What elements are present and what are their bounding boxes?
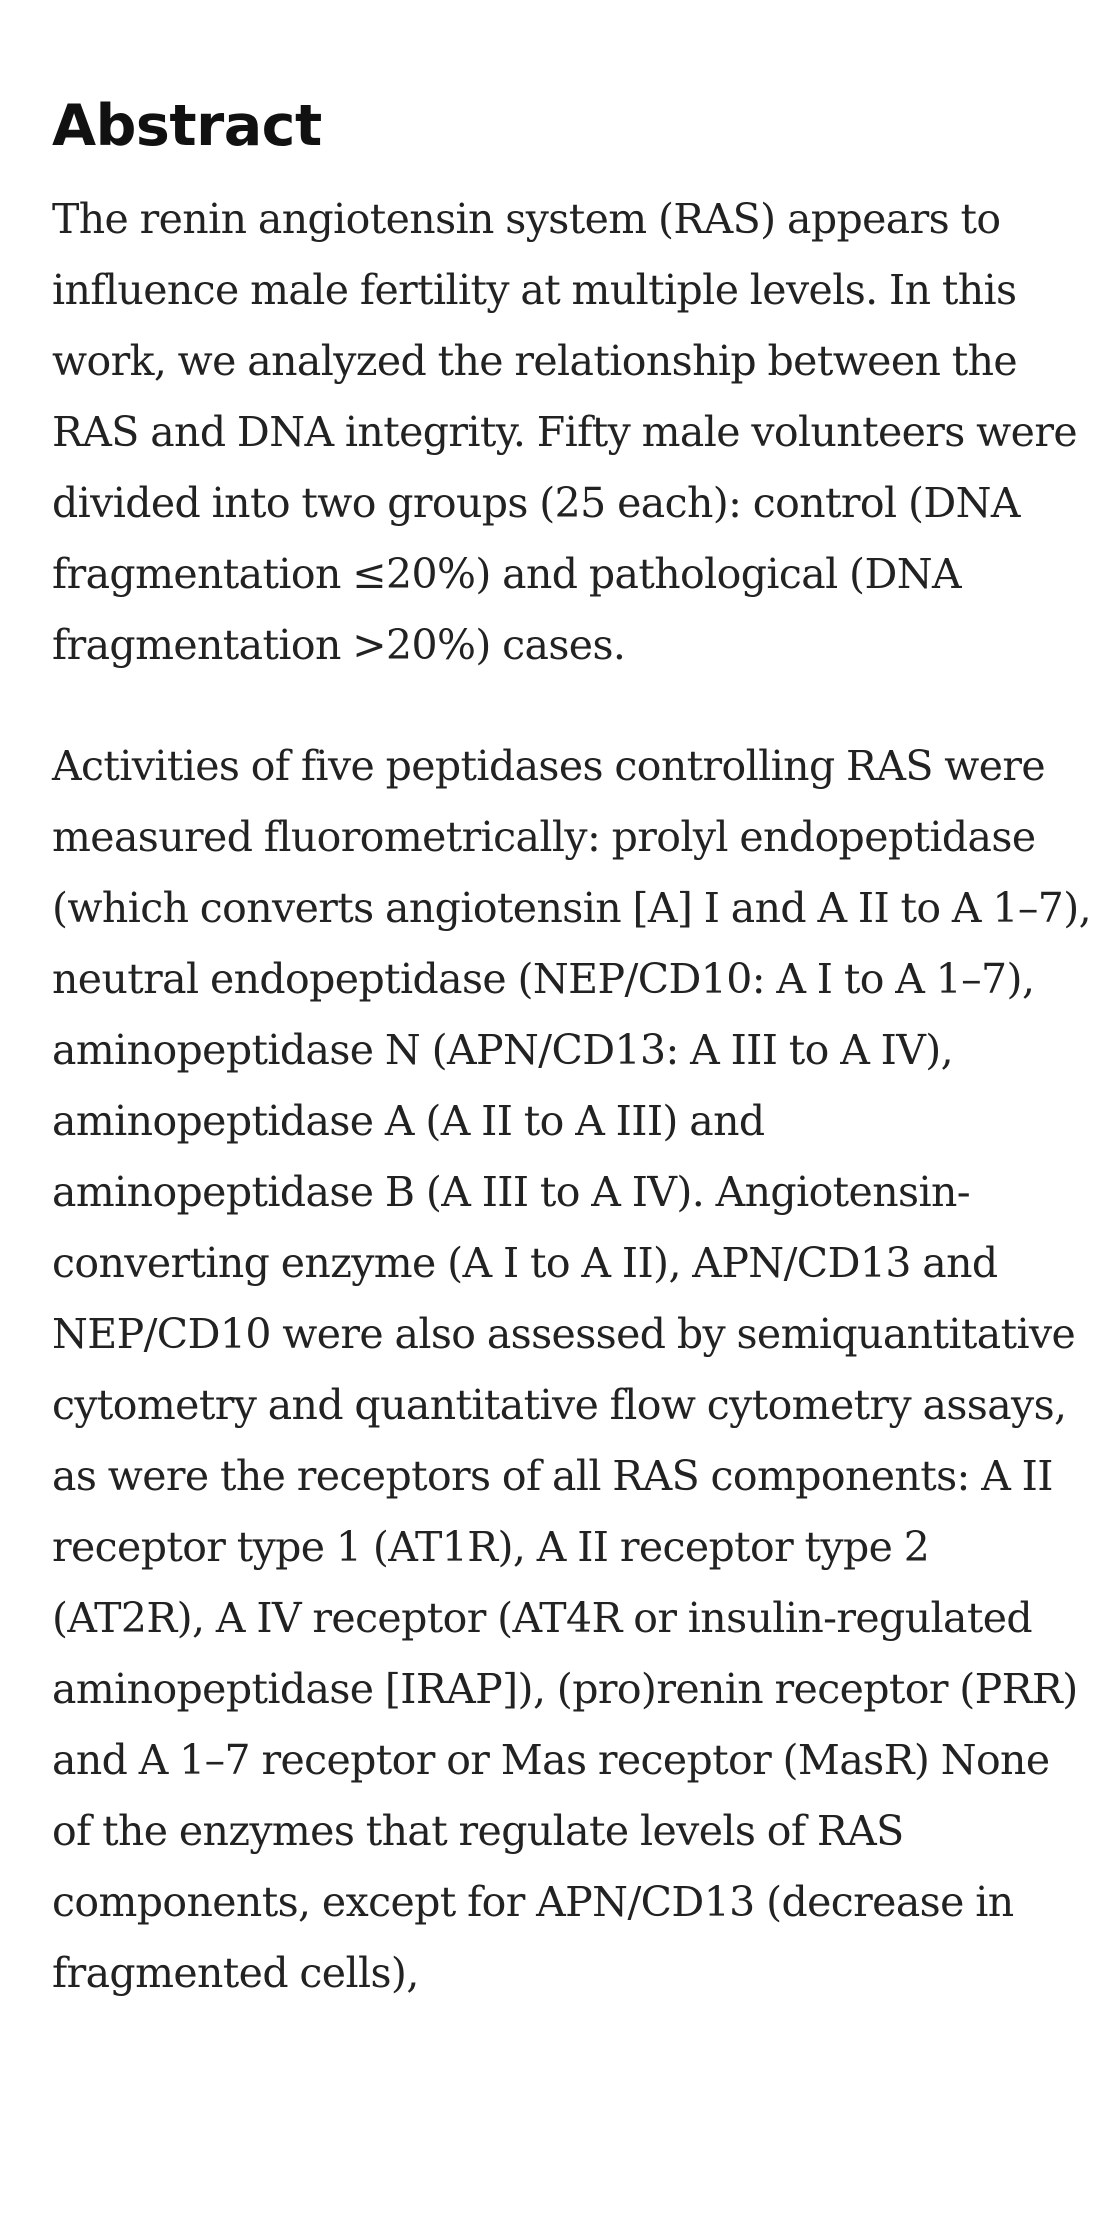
abstract-section (52, 90, 1092, 2009)
abstract-paragraph-2: Activities of five peptidases controlling RAS were measured fluorometrically: prolyl endopeptidase (which converts angiotensin [A] I and A II to A 1–7), neutral endopeptidase (NEP/CD10: A I to A 1–7), aminopeptidase N (APN/CD13: A III to A IV), aminopeptidase A (A II to A III) and aminopeptidase B (A III to A IV). Angiotensin-converting enzyme (A I to A II), APN/CD13 and NEP/CD10 were also assessed by semiquantitative cytometry and quantitative flow cytometry assays, as were the receptors of all RAS components: A II receptor type 1 (AT1R), A II receptor type 2 (AT2R), A IV receptor (AT4R or insulin-regulated aminopeptidase [IRAP]), (pro)renin receptor (PRR) and A 1–7 receptor or Mas receptor (MasR) None of the enzymes that regulate levels of RAS components, except for APN/CD13 (decrease in fragmented cells), (52, 742, 1092, 1997)
abstract-paragraph-1: The renin angiotensin system (RAS) appears to influence male fertility at multiple levels. In this work, we analyzed the relationship between the RAS and DNA integrity. Fifty male volunteers were divided into two groups (25 each): control (DNA fragmentation ≤20%) and pathological (DNA fragmentation >20%) cases. (52, 195, 1077, 669)
abstract-heading: Abstract (52, 93, 322, 159)
